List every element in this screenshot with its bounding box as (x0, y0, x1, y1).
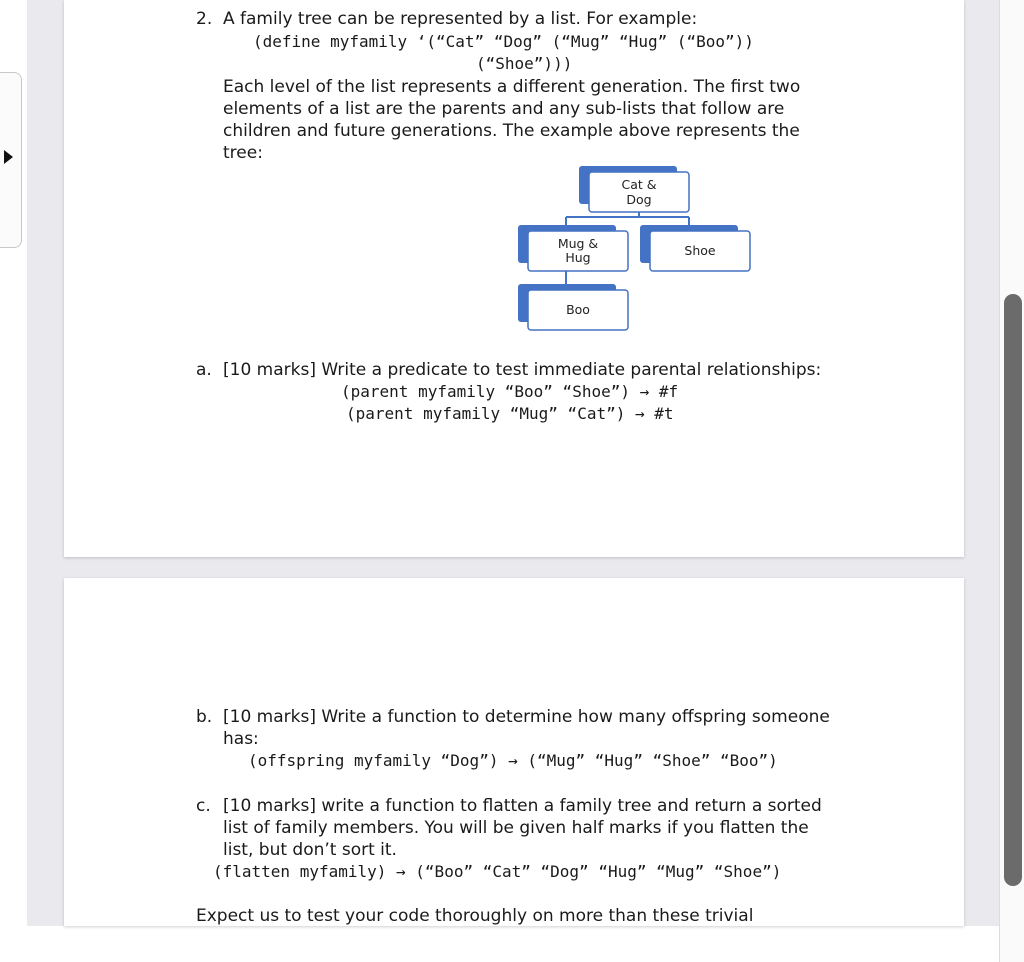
part-c-label: c. (196, 796, 211, 816)
family-tree-diagram (514, 160, 764, 335)
description-line4: tree: (223, 143, 263, 163)
shoe-label: Shoe (684, 243, 716, 258)
expand-arrow-icon[interactable] (4, 150, 13, 164)
tree-node-mug-hug (518, 225, 628, 271)
part-a-label: a. (196, 360, 212, 380)
description-line1: Each level of the list represents a different generation. The first two (223, 77, 801, 97)
code-define-line2: (“Shoe”))) (476, 54, 573, 73)
part-c-text-line2: list of family members. You will be given half marks if you flatten the (223, 818, 809, 838)
question-intro: A family tree can be represented by a list. For example: (223, 9, 698, 29)
part-c-text-line1: [10 marks] write a function to flatten a family tree and return a sorted (223, 796, 822, 816)
part-a-example2: (parent myfamily “Mug” “Cat”) → #t (346, 404, 674, 423)
mug-hug-label-line1: Mug & (557, 236, 599, 251)
tree-node-shoe (640, 225, 750, 271)
part-b-text-line1: [10 marks] Write a function to determine how many offspring someone (223, 707, 830, 727)
code-define-line1: (define myfamily ‘(“Cat” “Dog” (“Mug” “Hug” (“Boo”)) (253, 32, 754, 51)
part-c-example: (flatten myfamily) → (“Boo” “Cat” “Dog” “Hug” “Mug” “Shoe”) (213, 862, 782, 881)
description-line2: elements of a list are the parents and any sub-lists that follow are (223, 99, 785, 119)
part-b-text-line2: has: (223, 729, 259, 749)
part-c-text-line3: list, but don’t sort it. (223, 840, 397, 860)
root-label-line1: Cat & (621, 177, 657, 192)
tree-node-boo (518, 284, 628, 330)
description-line3: children and future generations. The example above represents the (223, 121, 800, 141)
closing-text: Expect us to test your code thoroughly on more than these trivial (196, 906, 754, 926)
part-b-label: b. (196, 707, 213, 727)
vertical-scrollbar-thumb[interactable] (1004, 294, 1022, 886)
boo-label: Boo (566, 302, 590, 317)
part-a-example1: (parent myfamily “Boo” “Shoe”) → #f (341, 382, 679, 401)
document-page-1 (64, 0, 964, 557)
root-label-line2: Dog (626, 192, 652, 207)
tree-node-root (579, 166, 689, 212)
question-number: 2. (196, 9, 213, 29)
mug-hug-label-line2: Hug (565, 250, 591, 265)
part-a-text: [10 marks] Write a predicate to test immediate parental relationships: (223, 360, 822, 380)
part-b-example: (offspring myfamily “Dog”) → (“Mug” “Hug” “Shoe” “Boo”) (248, 751, 778, 770)
document-page-2 (64, 578, 964, 926)
